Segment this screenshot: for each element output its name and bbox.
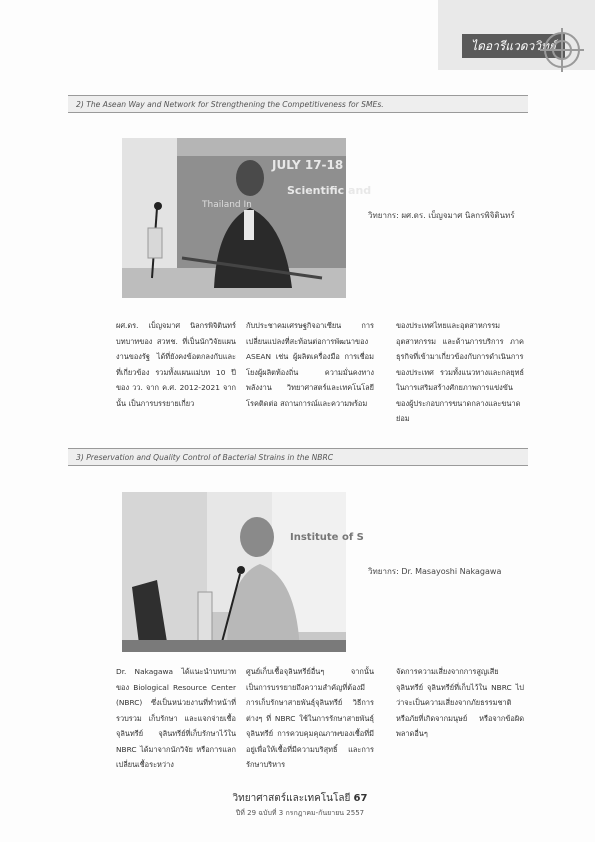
- crosshair-icon: [540, 28, 584, 72]
- paragraph: ศูนย์เก็บเชื้อจุลินทรีย์อื่นๆ จากนั้น เป็นการบรรยายถึงความสำคัญที่ต้องมีการเก็บรักษาสายพันธุ์จุลินทรีย์ วิธีการต่างๆ ที่ NBRC ใช้ในการรักษาสายพันธุ์จุลินทรีย์ การควบคุมคุณภาพของเชื้อที่มีอยู่เพื่อให้เชื้อที่มีความบริสุทธิ์ และการรักษาบริหาร: [246, 667, 374, 769]
- section-2-column-3: [396, 318, 524, 427]
- speaker-caption-2: วิทยากร: Dr. Masayoshi Nakagawa: [368, 567, 502, 576]
- paragraph: ผศ.ดร. เบ็ญจมาศ นิลกรพิจิตินทร์ บทบาทของ สวทช. ที่เป็นนักวิจัยแผนงานของรัฐ ได้ที่ยังคงข้อตกลงกับและที่เกี่ยวข้อง รวมทั้งแผนแม่บท 10 ปี ของ วว. จาก ค.ศ. 2012-2021 จากนั้น เป็นการบรรยายเกี่ยว: [116, 321, 236, 408]
- magazine-title: วิทยาศาสตร์และเทคโนโลยี: [232, 793, 351, 804]
- section-tab: ไดอารีแวดววิทย์: [462, 34, 565, 58]
- paragraph: Dr. Nakagawa ได้แนะนำบทบาทของ Biological Resource Center (NBRC) ซึ่งเป็นหน่วยงานที่ทำหน้าที่ รวบรวม เก็บรักษา และแจกจ่ายเชื้อจุลินทรีย์ จุลินทรีย์ที่เก็บรักษาไว้ใน NBRC ได้มาจากนักวิจัย หรือการแลกเปลี่ยนเชื้อระหว่าง: [116, 667, 236, 769]
- page-number: 67: [353, 793, 368, 804]
- photo-banner-left: Thailand In: [202, 200, 252, 210]
- footer-magazine: [220, 791, 380, 806]
- speaker-photo-1: [122, 138, 372, 298]
- section-3-heading: 3) Preservation and Quality Control of Bacterial Strains in the NBRC: [68, 448, 528, 466]
- speaker-photo-2: [122, 492, 364, 652]
- footer-issue: ปีที่ 29 ฉบับที่ 3 กรกฎาคม-กันยายน 2557: [235, 809, 365, 817]
- speaker-caption-1: วิทยากร: ผศ.ดร. เบ็ญจมาศ นิลกรพิจิตินทร์: [368, 211, 515, 220]
- section-3-column-3: [396, 664, 524, 742]
- paragraph: กับประชาคมเศรษฐกิจอาเซียน การเปลี่ยนแปลงที่สะท้อนต่อการพัฒนาของ ASEAN เช่น ผู้ผลิตเครื่องมือ การเชื่อมโยงผู้ผลิตท้องถิ่น ความมั่นคงทางพลังงาน วิทยาศาสตร์และเทคโนโลยีโรคติดต่อ สถานการณ์และความพร้อม: [246, 321, 374, 408]
- section-2-heading: 2) The Asean Way and Network for Strengthening the Competitiveness for SMEs.: [68, 95, 528, 113]
- photo-banner-sub: Institute of S: [290, 532, 364, 543]
- section-2-column-2: [246, 318, 374, 411]
- photo-banner-text: JULY 17-18: [272, 158, 344, 172]
- photo-banner-sub: Scientific and: [287, 184, 372, 197]
- paragraph: ของประเทศไทยและอุตสาหกรรมอุตสาหกรรม และด้านการบริการ ภาคธุรกิจที่เข้ามาเกี่ยวข้องกับการดำเนินการของประเทศ รวมทั้งแนวทางและกลยุทธ์ในการเสริมสร้างศักยภาพการแข่งขันของผู้ประกอบการขนาดกลางและขนาดย่อม: [396, 321, 524, 423]
- section-2-column-1: [116, 318, 236, 411]
- section-3-column-1: [116, 664, 236, 773]
- section-3-column-2: [246, 664, 374, 773]
- paragraph: จัดการความเสี่ยงจากการสูญเสียจุลินทรีย์ จุลินทรีย์ที่เก็บไว้ใน NBRC ไปว่าจะเป็นความเสี่ยงจากภัยธรรมชาติ หรือภัยที่เกิดจากมนุษย์ หรือจากข้อผิดพลาดอื่นๆ: [396, 667, 524, 738]
